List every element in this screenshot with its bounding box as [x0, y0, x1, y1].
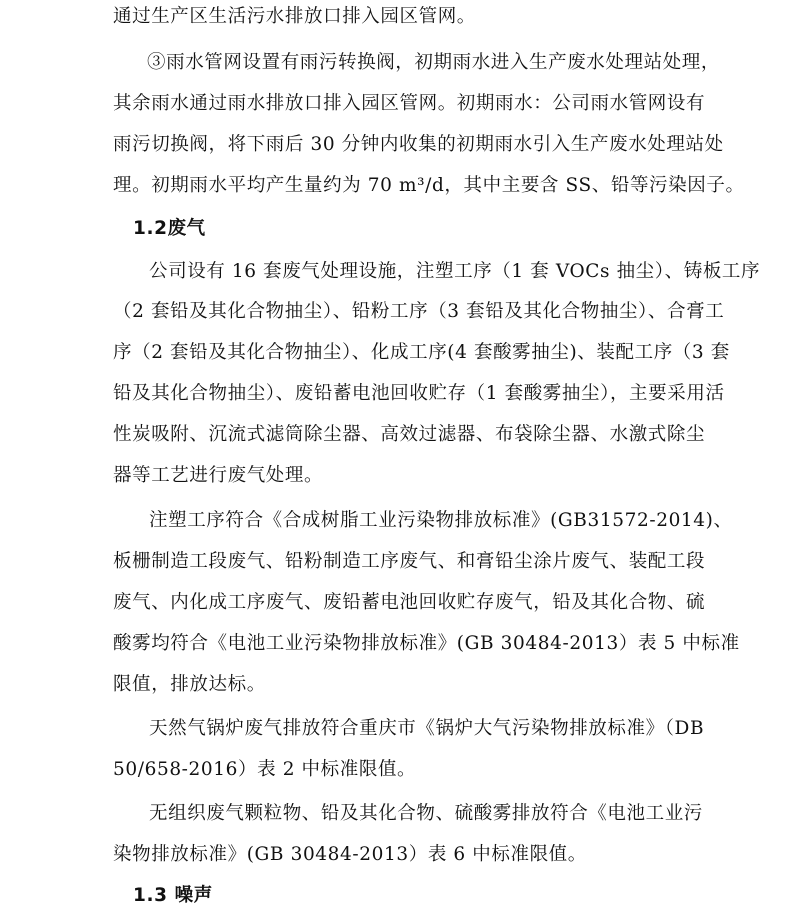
- paragraph-line: 无组织废气颗粒物、铅及其化合物、硫酸雾排放符合《电池工业污: [149, 803, 703, 824]
- paragraph-line: 雨污切换阀，将下雨后 30 分钟内收集的初期雨水引入生产废水处理站处: [113, 134, 724, 155]
- paragraph-line: 其余雨水通过雨水排放口排入园区管网。初期雨水：公司雨水管网设有: [113, 93, 706, 114]
- paragraph-line: 染物排放标准》(GB 30484-2013）表 6 中标准限值。: [113, 844, 587, 865]
- section-heading: 1.3 噪声: [133, 885, 213, 906]
- paragraph-line: 50/658-2016）表 2 中标准限值。: [113, 759, 417, 780]
- paragraph-line: 天然气锅炉废气排放符合重庆市《锅炉大气污染物排放标准》（DB: [149, 718, 705, 739]
- paragraph-line: 公司设有 16 套废气处理设施，注塑工序（1 套 VOCs 抽尘）、铸板工序: [149, 261, 761, 282]
- paragraph-line: （2 套铅及其化合物抽尘）、铅粉工序（3 套铅及其化合物抽尘）、合膏工: [113, 301, 725, 322]
- paragraph-line: 注塑工序符合《合成树脂工业污染物排放标准》(GB31572-2014)、: [149, 510, 733, 531]
- paragraph-line: 铅及其化合物抽尘）、废铅蓄电池回收贮存（1 套酸雾抽尘），主要采用活: [113, 383, 725, 404]
- paragraph-line: ③雨水管网设置有雨污转换阀，初期雨水进入生产废水处理站处理，: [147, 52, 721, 73]
- section-heading: 1.2废气: [133, 218, 206, 239]
- paragraph-line: 性炭吸附、沉流式滤筒除尘器、高效过滤器、布袋除尘器、水激式除尘: [113, 424, 706, 445]
- paragraph-line: 理。初期雨水平均产生量约为 70 m³/d，其中主要含 SS、铅等污染因子。: [113, 175, 745, 196]
- paragraph-line: 通过生产区生活污水排放口排入园区管网。: [113, 6, 476, 27]
- paragraph-line: 序（2 套铅及其化合物抽尘）、化成工序(4 套酸雾抽尘)、装配工序（3 套: [113, 342, 730, 363]
- paragraph-line: 废气、内化成工序废气、废铅蓄电池回收贮存废气，铅及其化合物、硫: [113, 592, 706, 613]
- paragraph-line: 酸雾均符合《电池工业污染物排放标准》(GB 30484-2013）表 5 中标准: [113, 633, 740, 654]
- paragraph-line: 器等工艺进行废气处理。: [113, 465, 324, 486]
- paragraph-line: 限值，排放达标。: [113, 674, 266, 695]
- paragraph-line: 板栅制造工段废气、铅粉制造工序废气、和膏铅尘涂片废气、装配工段: [113, 551, 706, 572]
